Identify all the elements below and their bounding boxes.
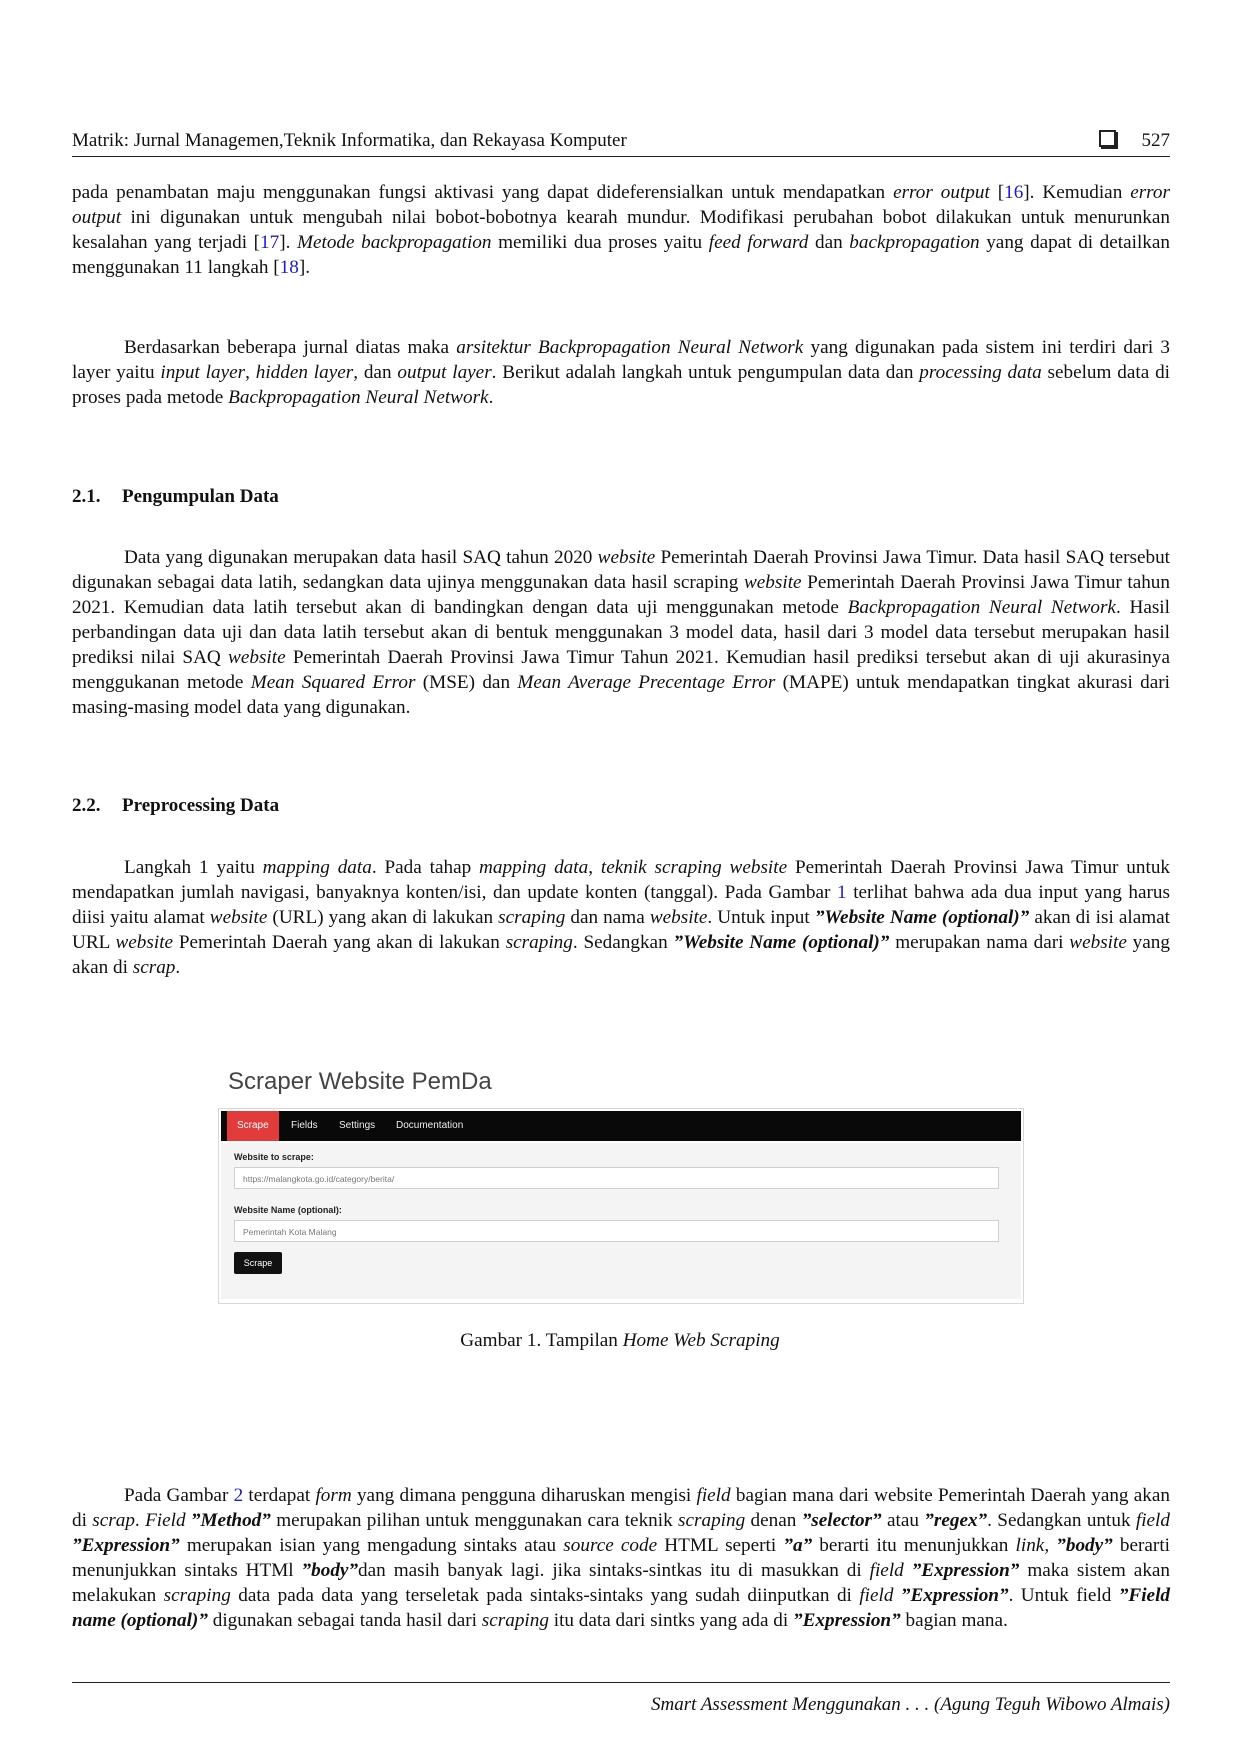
scrape-form [221, 1143, 1021, 1299]
paragraph-field-form: Pada Gambar 2 terdapat form yang dimana pengguna diharuskan mengisi field bagian mana dari website Pemerintah Daerah yang akan di scrap. Field ”Method” merupakan pilihan untuk menggunakan cara teknik scraping denan ”selector” atau ”regex”. Sedangkan untuk field ”Expression” merupakan isian yang mengadung sintaks atau source code HTML seperti ”a” berarti itu menunjukkan link, ”body” berarti menunjukkan sintaks HTMl ”body”dan masih banyak lagi. jika sintaks-sintkas itu di masukkan di field ”Expression” maka sistem akan melakukan scraping data pada data yang terseletak pada sintaks-sintaks yang sudah diinputkan di field ”Expression”. Untuk field ”Field name (optional)” digunakan sebagai tanda hasil dari scraping itu data dari sintks yang ada di ”Expression” bagian mana. [72, 1485, 1171, 1631]
page-info [1099, 130, 1171, 152]
nav-tab-documentation[interactable]: Documentation [396, 1120, 464, 1131]
nav-tab-settings[interactable]: Settings [339, 1120, 376, 1131]
figure-link[interactable]: 1 [836, 882, 847, 903]
app-navbar [221, 1111, 1021, 1141]
square-bullet-icon [1099, 130, 1116, 147]
website-name-input[interactable]: Pemerintah Kota Malang [234, 1220, 999, 1242]
paragraph-backprop-intro: pada penambatan maju menggunakan fungsi aktivasi yang dapat dideferensialkan untuk mendapatkan error output [16]. Kemudian error output ini digunakan untuk mengubah nilai bobot-bobotnya kearah mundur. Modifikasi perubahan bobot dilakukan untuk menurunkan kesalahan yang terjadi [17]. Metode backpropagation memiliki dua proses yaitu feed forward dan backpropagation yang dapat di detailkan menggunakan 11 langkah [18]. [72, 182, 1171, 278]
figure-1-screenshot [218, 1068, 1024, 1304]
app-panel [218, 1108, 1024, 1304]
footer-rule [72, 1682, 1170, 1683]
section-heading-2-1: 2.1. Pengumpulan Data [72, 486, 279, 507]
scrape-button[interactable]: Scrape [234, 1252, 282, 1274]
paragraph-preprocessing: Langkah 1 yaitu mapping data. Pada tahap mapping data, teknik scraping website Pemerintah Daerah Provinsi Jawa Timur untuk mendapatkan jumlah navigasi, banyaknya konten/isi, dan update konten (tanggal). Pada Gambar 1 terlihat bahwa ada dua input yang harus diisi yaitu alamat website (URL) yang akan di lakukan scraping dan nama website. Untuk input ”Website Name (optional)” akan di isi alamat URL website Pemerintah Daerah yang akan di lakukan scraping. Sedangkan ”Website Name (optional)” merupakan nama dari website yang akan di scrap. [72, 857, 1171, 978]
citation-link[interactable]: 17 [260, 232, 280, 253]
nav-tab-scrape[interactable]: Scrape [227, 1111, 279, 1141]
paragraph-data-collection: Data yang digunakan merupakan data hasil SAQ tahun 2020 website Pemerintah Daerah Provinsi Jawa Timur. Data hasil SAQ tersebut digunakan sebagai data latih, sedangkan data ujinya menggunakan data hasil scraping website Pemerintah Daerah Provinsi Jawa Timur tahun 2021. Kemudian data latih tersebut akan di bandingkan dengan data uji menggunakan metode Backpropagation Neural Network. Hasil perbandingan data uji dan data latih tersebut akan di bentuk menggunakan 3 model data, hasil dari 3 model data tersebut merupakan hasil prediksi nilai SAQ website Pemerintah Daerah Provinsi Jawa Timur Tahun 2021. Kemudian hasil prediksi tersebut akan di uji akurasinya menggukanan metode Mean Squared Error (MSE) dan Mean Average Precentage Error (MAPE) untuk mendapatkan tingkat akurasi dari masing-masing model data yang digunakan. [72, 547, 1170, 718]
app-title: Scraper Website PemDa [228, 1068, 492, 1095]
website-name-label: Website Name (optional): [234, 1205, 342, 1215]
nav-tab-fields[interactable]: Fields [291, 1120, 318, 1131]
figure-link[interactable]: 2 [233, 1485, 244, 1506]
running-header [72, 128, 1170, 157]
paragraph-architecture: Berdasarkan beberapa jurnal diatas maka arsitektur Backpropagation Neural Network yang digunakan pada sistem ini terdiri dari 3 layer yaitu input layer, hidden layer, dan output layer. Berikut adalah langkah untuk pengumpulan data dan processing data sebelum data di proses pada metode Backpropagation Neural Network. [72, 337, 1170, 408]
citation-link[interactable]: 18 [279, 257, 299, 278]
running-footer: Smart Assessment Menggunakan . . . (Agung Teguh Wibowo Almais) [651, 1694, 1170, 1715]
website-to-scrape-label: Website to scrape: [234, 1152, 314, 1162]
journal-title: Matrik: Jurnal Managemen,Teknik Informatika, dan Rekayasa Komputer [72, 130, 627, 151]
page-number: 527 [1141, 130, 1170, 151]
figure-caption: Gambar 1. Tampilan Home Web Scraping [460, 1330, 780, 1351]
citation-link[interactable]: 16 [1004, 182, 1024, 203]
section-heading-2-2: 2.2. Preprocessing Data [72, 795, 280, 816]
website-url-input[interactable]: https://malangkota.go.id/category/berita/ [234, 1167, 999, 1189]
